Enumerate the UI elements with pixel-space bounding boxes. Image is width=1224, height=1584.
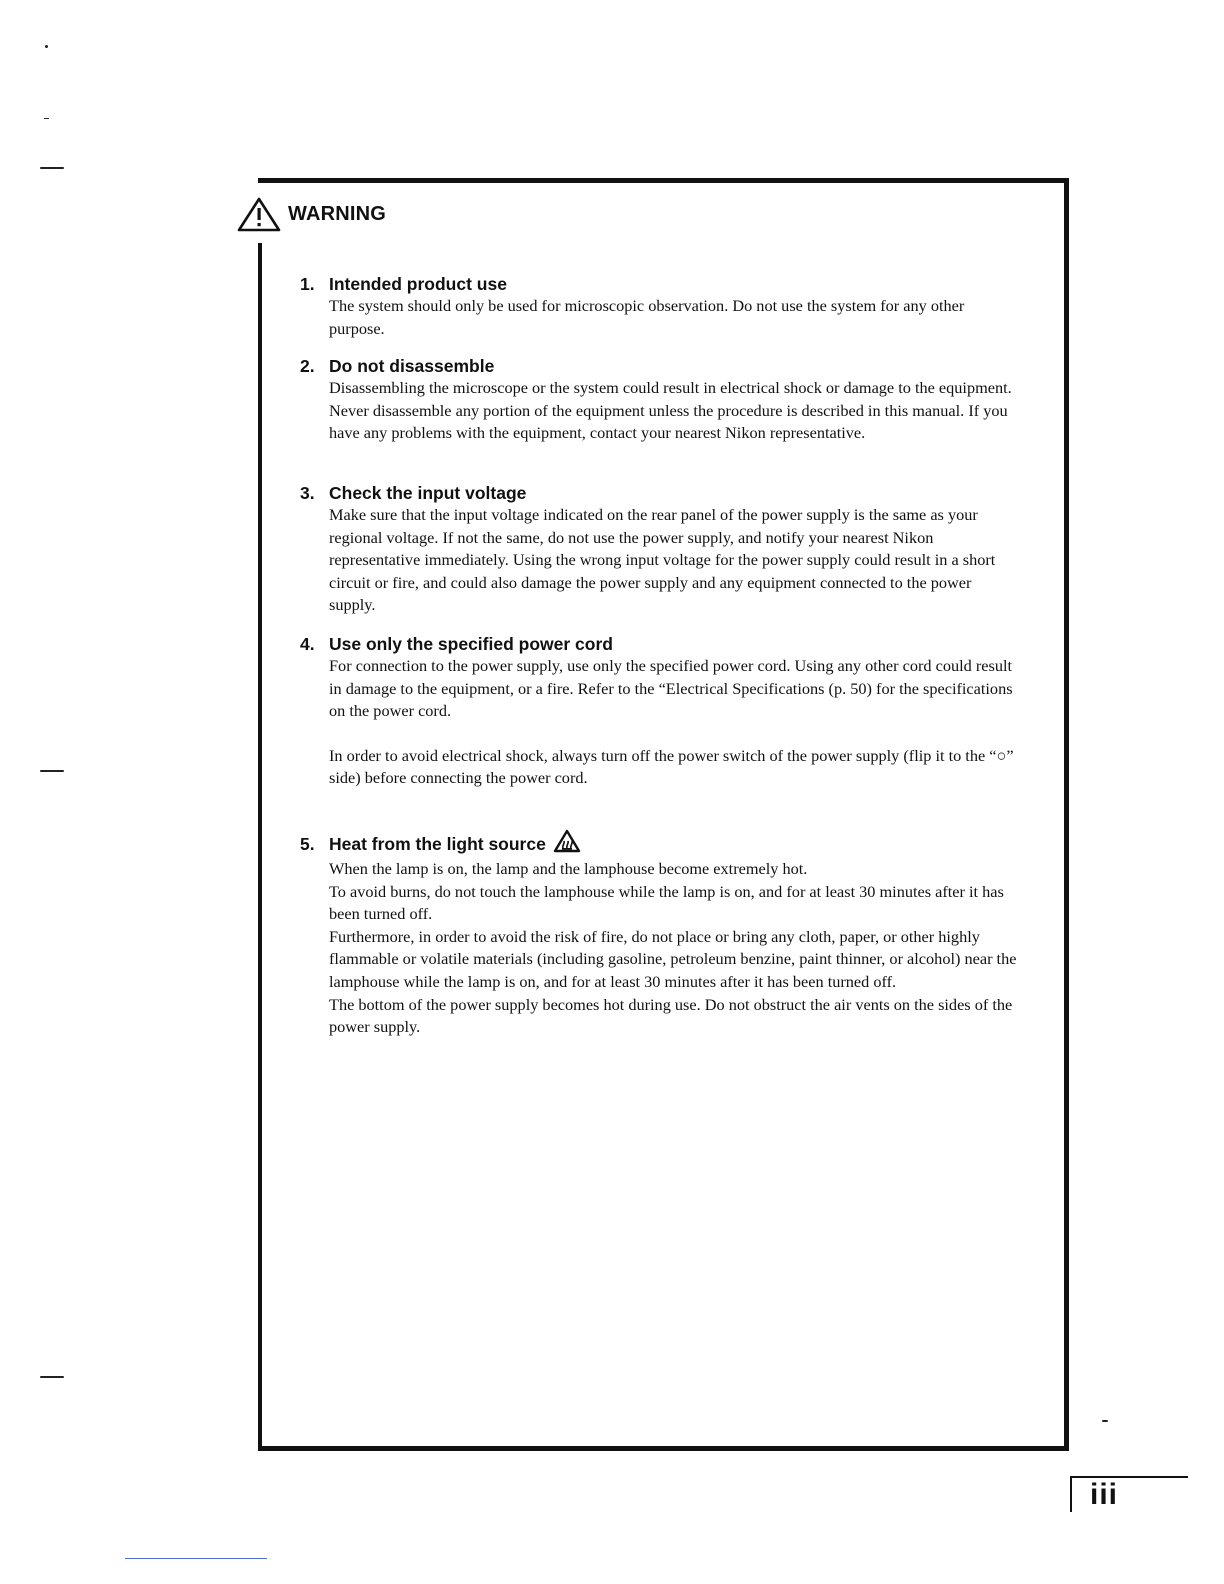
item-heading: Do not disassemble <box>329 356 495 376</box>
warning-item-1 <box>300 273 1020 340</box>
scan-mark <box>125 1558 267 1559</box>
binding-hole-mark <box>40 1376 64 1378</box>
scan-mark <box>45 45 48 48</box>
item-heading: Heat from the light source <box>329 833 546 854</box>
item-body <box>329 295 1020 340</box>
page-number: iii <box>1090 1478 1119 1511</box>
item-paragraph: For connection to the power supply, use only the specified power cord. Using any other cord could result in damage to the equipment, or a fire. Refer to the “Electrical Specifications (p. 50) for the specifications on the power cord. <box>329 656 1013 721</box>
binding-hole-mark <box>40 770 64 772</box>
item-number: 4. <box>300 634 315 654</box>
item-body <box>329 655 1020 790</box>
item-heading: Intended product use <box>329 274 507 294</box>
scan-mark <box>1102 1420 1108 1422</box>
warning-triangle-icon <box>236 194 286 234</box>
item-number: 1. <box>300 274 315 294</box>
item-paragraph: Disassembling the microscope or the system could result in electrical shock or damage to the equipment. Never disassemble any portion of the equipment unless the procedure is described in this manual. If you have any problems with the equipment, contact your nearest Nikon representative. <box>329 378 1012 443</box>
frame-top-border <box>258 178 1069 183</box>
page-number-tick <box>1070 1476 1072 1512</box>
warning-item-4 <box>300 633 1020 790</box>
hot-surface-warning-icon <box>553 829 581 858</box>
item-body <box>329 858 1020 1039</box>
scan-mark <box>44 118 49 119</box>
item-heading-row <box>300 829 1020 858</box>
frame-bottom-border <box>258 1446 1069 1451</box>
item-heading: Check the input voltage <box>329 483 527 503</box>
warning-item-3 <box>300 482 1020 617</box>
warning-item-5 <box>300 829 1020 1039</box>
item-number: 5. <box>300 833 315 854</box>
item-paragraph: The bottom of the power supply becomes hot during use. Do not obstruct the air vents on the sides of the power supply. <box>329 994 1013 1037</box>
frame-left-border <box>258 243 262 1451</box>
item-heading-row <box>300 482 1020 504</box>
item-heading-row <box>300 273 1020 295</box>
item-paragraph: The system should only be used for microscopic observation. Do not use the system for any other purpose. <box>329 296 965 338</box>
item-paragraph: In order to avoid electrical shock, always turn off the power switch of the power supply (flip it to the “○” side) before connecting the power cord. <box>329 745 1014 788</box>
item-paragraph: When the lamp is on, the lamp and the lamphouse become extremely hot. <box>329 859 808 878</box>
item-paragraph: Make sure that the input voltage indicated on the rear panel of the power supply is the same as your regional voltage. If not the same, do not use the power supply, and notify your nearest Nikon representative immediately. Using the wrong input voltage for the power supply could result in a short circuit or fire, and could also damage the power supply and any equipment connected to the power supply. <box>329 505 996 615</box>
page-number-rule <box>1070 1476 1188 1478</box>
warning-header <box>236 192 396 236</box>
item-paragraph: To avoid burns, do not touch the lamphouse while the lamp is on, and for at least 30 minutes after it has been turned off. <box>329 881 1004 924</box>
item-heading-row <box>300 633 1020 655</box>
item-paragraph: Furthermore, in order to avoid the risk of fire, do not place or bring any cloth, paper, or other highly flammable or volatile materials (including gasoline, petroleum benzine, paint thinner, or alcohol) near the lamphouse while the lamp is on, and for at least 30 minutes after it has been turned off. <box>329 926 1017 991</box>
item-number: 2. <box>300 356 315 376</box>
warning-item-2 <box>300 355 1020 445</box>
item-heading-row <box>300 355 1020 377</box>
binding-hole-mark <box>40 167 64 169</box>
item-body <box>329 504 1020 617</box>
item-heading: Use only the specified power cord <box>329 634 613 654</box>
warning-title: WARNING <box>288 202 387 225</box>
item-body <box>329 377 1020 445</box>
frame-right-border <box>1064 178 1069 1451</box>
item-number: 3. <box>300 483 315 503</box>
